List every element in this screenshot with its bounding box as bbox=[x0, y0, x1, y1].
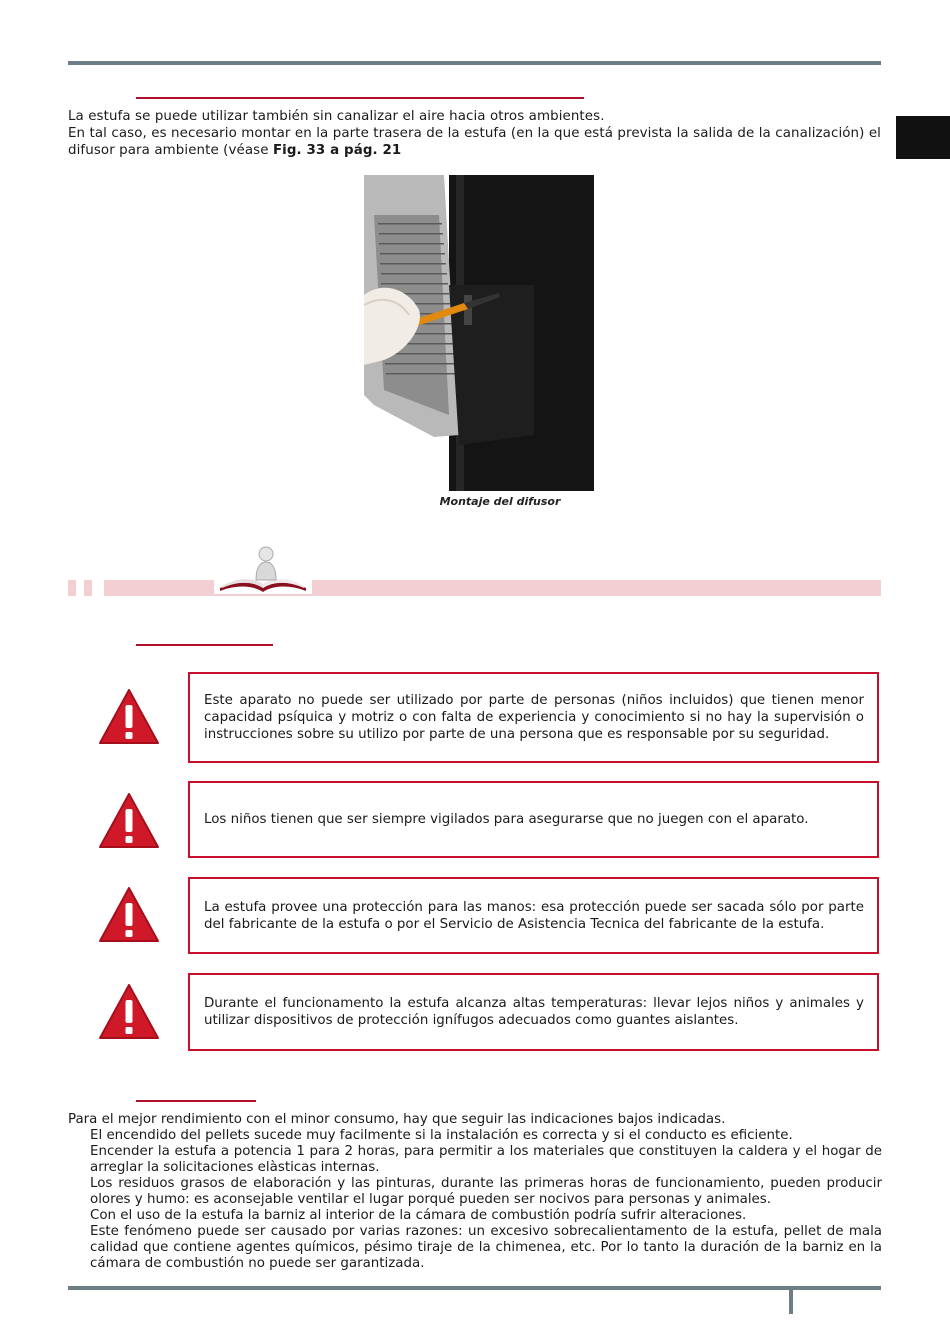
warning-text: Durante el funcionamento la estufa alcanza altas temperaturas: llevar lejos niños y animales y utilizar dispositivos de protección ignífugos adecuados como guantes aislantes. bbox=[204, 996, 864, 1028]
header-rule bbox=[68, 61, 881, 65]
band-square-2 bbox=[84, 580, 92, 596]
warning-text: Este aparato no puede ser utilizado por parte de personas (niños incluidos) que tienen menor capacidad psíquica y motriz o con falta de experiencia y conocimiento si no hay la supervisión o instrucciones sobre su utilizo por parte de una persona que es responsable por su seguridad. bbox=[204, 693, 864, 742]
diffuser-mounting-photo bbox=[364, 175, 594, 491]
intro-line-1: La estufa se puede utilizar también sin canalizar el aire hacia otros ambientes. bbox=[68, 109, 605, 124]
warnings-heading-underline bbox=[136, 644, 273, 646]
intro-line-2 bbox=[68, 125, 881, 159]
warning-text: La estufa provee una protección para las manos: esa protección puede ser sacada sólo por parte del fabricante de la estufa o por el Servicio de Asistencia Tecnica del fabricante de la estufa. bbox=[204, 899, 864, 932]
figure-caption: Montaje del difusor bbox=[439, 495, 561, 508]
tip-item: Este fenómeno puede ser causado por varias razones: un excesivo sobrecalientamento de la estufa, pellet de mala calidad que contiene agentes químicos, pésimo tiraje de la chimenea, etc. Por lo tanto la duración de la barniz en la cámara de combustión no puede ser garantizada. bbox=[90, 1224, 882, 1271]
tip-item: Encender la estufa a potencia 1 para 2 horas, para permitir a los materiales que constituyen la caldera y el hogar de arreglar la solicitaciones elàsticas internas. bbox=[90, 1144, 882, 1175]
warning-triangle-icon bbox=[98, 983, 160, 1041]
figure-reference: Fig. 33 a pág. 21 bbox=[272, 143, 402, 158]
band-square-1 bbox=[68, 580, 76, 596]
tip-item: El encendido del pellets sucede muy facilmente si la instalación es correcta y si el conducto es eficiente. bbox=[90, 1128, 793, 1143]
intro-line-2-text: En tal caso, es necesario montar en la parte trasera de la estufa (en la que está prevista la salida de la canalización) el difusor para ambiente (véase bbox=[68, 126, 881, 158]
tip-item: Los residuos grasos de elaboración y las pinturas, durante las primeras horas de funcionamiento, pueden producir olores y humo: es aconsejable ventilar el lugar porqué pueden ser nocivos para personas y animales. bbox=[90, 1176, 882, 1207]
warning-box bbox=[188, 973, 879, 1051]
warning-box bbox=[188, 877, 879, 954]
tips-heading-underline bbox=[136, 1100, 256, 1102]
warning-box bbox=[188, 781, 879, 858]
warning-text: Los niños tienen que ser siempre vigilados para asegurarse que no juegen con el aparato. bbox=[204, 812, 809, 827]
section-heading-underline bbox=[136, 97, 584, 99]
reader-book-icon bbox=[214, 544, 312, 594]
warning-box bbox=[188, 672, 879, 763]
warning-triangle-icon bbox=[98, 688, 160, 746]
footer-rule bbox=[68, 1286, 881, 1290]
tips-intro: Para el mejor rendimiento con el minor consumo, hay que seguir las indicaciones bajos indicadas. bbox=[68, 1112, 726, 1127]
warning-triangle-icon bbox=[98, 886, 160, 944]
warning-triangle-icon bbox=[98, 792, 160, 850]
footer-page-marker bbox=[789, 1290, 793, 1314]
language-tab bbox=[896, 116, 950, 159]
tip-item: Con el uso de la estufa la barniz al interior de la cámara de combustión podría sufrir alteraciones. bbox=[90, 1208, 747, 1223]
tips-section bbox=[68, 1112, 882, 1272]
intro-paragraph bbox=[68, 108, 881, 159]
